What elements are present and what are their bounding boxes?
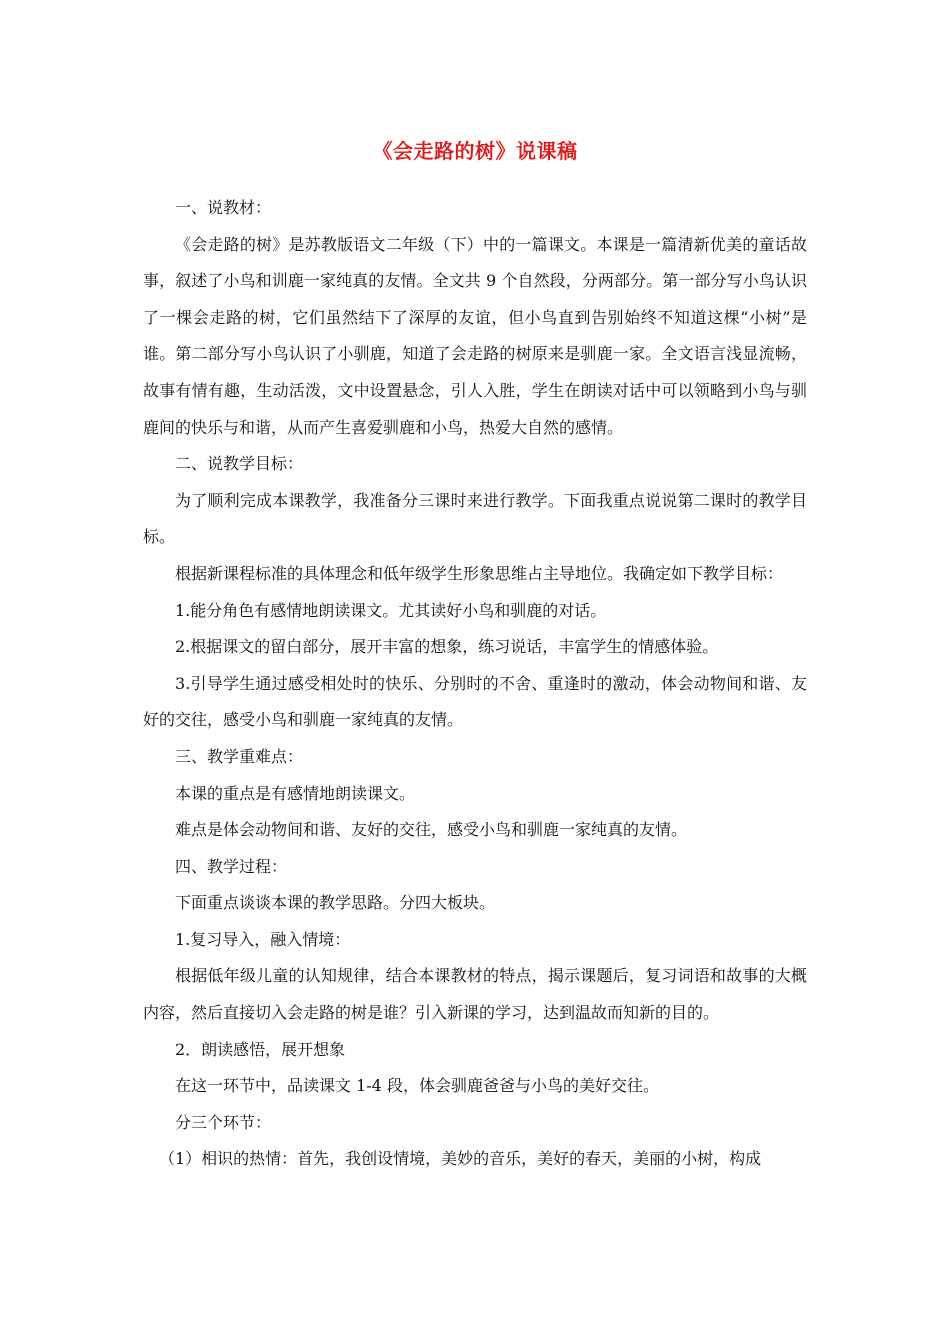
list-item: 1.能分角色有感情地朗读课文。尤其读好小鸟和驯鹿的对话。 — [175, 600, 607, 620]
list-item: 2．朗读感悟，展开想象 — [175, 1039, 346, 1059]
section-heading-2: 二、说教学目标： — [175, 454, 304, 474]
paragraph: 本课的重点是有感情地朗读课文。 — [175, 783, 416, 803]
list-item: 1.复习导入，融入情境： — [175, 929, 351, 949]
section-heading-4: 四、教学过程： — [175, 856, 288, 876]
document-title: 《会走路的树》说课稿 — [372, 139, 578, 163]
paragraph: 根据新课程标准的具体理念和低年级学生形象思维占主导地位。我确定如下教学目标： — [175, 563, 784, 583]
paragraph: 下面重点谈谈本课的教学思路。分四大板块。 — [175, 893, 496, 913]
paragraph: 为了顺利完成本课教学，我准备分三课时来进行教学。下面我重点说说第二课时的教学目标。 — [143, 490, 807, 547]
list-item: 3.引导学生通过感受相处时的快乐、分别时的不舍、重逢时的激动，体会动物间和谐、友好的交往，感受小鸟和驯鹿一家纯真的友情。 — [143, 673, 807, 730]
paragraph: 难点是体会动物间和谐、友好的交往，感受小鸟和驯鹿一家纯真的友情。 — [175, 820, 688, 840]
section-heading-1: 一、说教材： — [175, 198, 272, 217]
paragraph: 根据低年级儿童的认知规律，结合本课教材的特点，揭示课题后，复习词语和故事的大概内容，然后直接切入会走路的树是谁？引入新课的学习，达到温故而知新的目的。 — [143, 966, 807, 1023]
list-item: 2.根据课文的留白部分，展开丰富的想象，练习说话，丰富学生的情感体验。 — [175, 637, 719, 657]
paragraph: 《会走路的树》是苏教版语文二年级（下）中的一篇课文。本课是一篇清新优美的童话故事，叙述了小鸟和训鹿一家纯真的友情。全文共 9 个自然段，分两部分。第一部分写小鸟认识了一棵会走路的树，它们虽然结下了深厚的友谊，但小鸟直到告别始终不知道这棵“小树”是谁。第二部分写小鸟认识了小驯鹿，知道了会走路的树原来是驯鹿一家。全文语言浅显流畅，故事有情有趣，生动活泼，文中设置悬念，引人入胜，学生在朗读对话中可以领略到小鸟与驯鹿间的快乐与和谐，从而产生喜爱驯鹿和小鸟，热爱大自然的感情。 — [143, 234, 807, 437]
paragraph: 分三个环节： — [175, 1112, 272, 1132]
section-heading-3: 三、教学重难点： — [175, 746, 304, 766]
paragraph: 在这一环节中，品读课文 1-4 段，体会驯鹿爸爸与小鸟的美好交往。 — [175, 1076, 659, 1096]
sub-item: （1）相识的热情：首先，我创设情境，美妙的音乐，美好的春天，美丽的小树，构成 — [159, 1149, 762, 1169]
document-body — [143, 190, 807, 1178]
